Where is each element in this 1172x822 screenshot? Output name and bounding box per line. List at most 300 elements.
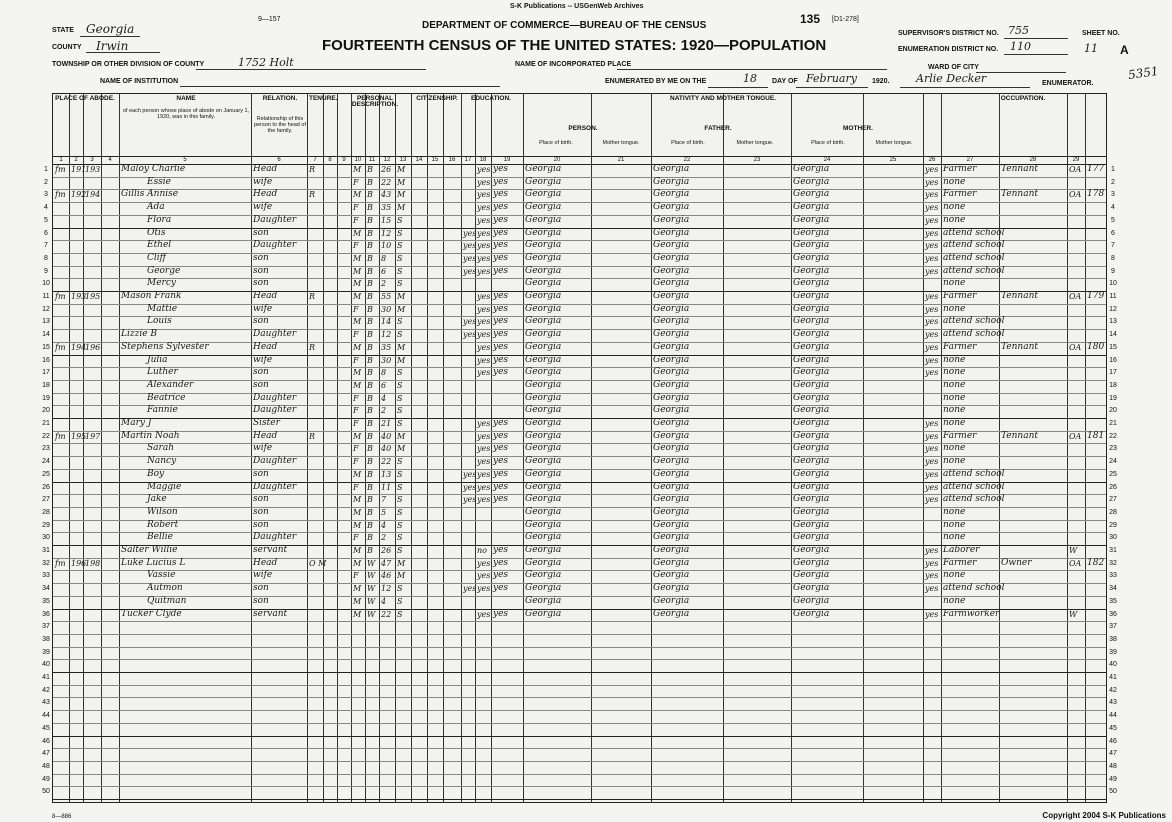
enumerator-value: Arlie Decker [916,72,987,85]
column-number: 21 [617,157,625,163]
cell-occupation: none [943,443,966,454]
cell-mbirth: Georgia [793,418,830,428]
enumerated-label: ENUMERATED BY ME ON THE [605,78,707,85]
cell-age: 8 [381,253,387,263]
cell-name: Julia [147,354,168,365]
column-number: 12 [383,157,391,163]
cell-mbirth: Georgia [793,303,830,314]
cell-age: 47 [381,558,392,568]
cell-write: yes [493,341,509,352]
column-number: 26 [928,157,936,163]
cell-read: yes [477,266,491,276]
row-number-right: 20 [1109,407,1117,415]
row-number-left: 36 [42,610,50,618]
cell-marital: S [397,609,403,619]
cell-fbirth: Georgia [653,252,690,263]
cell-street: fm [55,558,66,568]
mother-tongue-header: Mother tongue. [875,140,913,146]
sheet-label: SHEET NO. [1082,30,1120,37]
cell-age: 8 [381,368,387,378]
cell-english: yes [925,190,939,200]
cell-fbirth: Georgia [653,329,690,340]
cell-birth: Georgia [525,265,562,276]
column-number: 29 [1072,157,1080,163]
cell-occupation: attend school [943,265,1005,276]
row-number-left: 50 [42,788,50,796]
cell-color: B [367,368,373,378]
row-number-left: 45 [42,724,50,732]
cell-age: 5 [381,507,387,517]
cell-marital: M [397,431,406,441]
enum-district-underline [1004,54,1068,55]
cell-relation: servant [253,608,288,619]
education-header: EDUCATION. [471,95,511,102]
cell-tenure: R [309,431,316,441]
township-label: TOWNSHIP OR OTHER DIVISION OF COUNTY [52,61,205,68]
cell-write: yes [493,367,509,378]
cell-name: Flora [147,214,172,225]
cell-age: 35 [381,342,392,352]
cell-color: B [367,419,373,428]
cell-relation: wife [253,570,273,581]
cell-school: yes [463,266,477,276]
nativity-header: NATIVITY AND MOTHER TONGUE. [670,95,776,102]
cell-fbirth: Georgia [653,367,690,378]
column-divider [475,94,476,802]
row-number-right: 34 [1109,585,1117,593]
cell-occupation: none [943,595,966,606]
cell-age: 15 [381,215,392,225]
cell-age: 12 [381,330,392,340]
cell-fbirth: Georgia [653,519,690,530]
cell-sex: M [353,279,362,289]
cell-fbirth: Georgia [653,278,690,289]
cell-color: B [367,228,373,238]
cell-name: Ada [147,202,165,213]
row-number-left: 34 [42,585,50,593]
cell-farm: 177 [1087,164,1105,174]
column-number: 3 [90,157,94,163]
cell-read: yes [477,165,491,174]
cell-birth: Georgia [525,379,562,390]
tenure-header: TENURE. [309,95,338,102]
cell-name: Jake [147,494,167,505]
column-divider [427,94,428,802]
row-number-left: 31 [42,547,50,554]
cell-english: yes [925,253,939,263]
cell-school: yes [463,495,477,505]
row-number-left: 1 [44,166,48,173]
column-number: 11 [368,157,376,163]
cell-name: Essie [147,176,172,187]
cell-marital: S [397,469,403,479]
cell-write: yes [493,176,509,187]
cell-birth: Georgia [525,214,562,225]
cell-occupation: attend school [943,583,1005,594]
cell-english: yes [925,444,939,454]
cell-name: Martin Noah [121,430,180,441]
cell-name: Luke Lucius L [121,557,186,568]
row-number-left: 8 [44,254,48,262]
county-label: COUNTY [52,44,82,51]
cell-birth: Georgia [525,329,562,340]
row-divider [53,672,1106,673]
cell-read: yes [477,469,491,479]
cell-dwelling: 192 [71,190,87,200]
cell-read: yes [477,292,491,301]
cell-fbirth: Georgia [653,240,690,251]
cell-name: Louis [147,316,172,327]
cell-sex: M [353,596,362,606]
row-number-right: 35 [1109,597,1117,605]
cell-read: yes [477,571,491,581]
cell-sex: M [353,266,362,276]
cell-birth: Georgia [525,278,562,289]
cell-birth: Georgia [525,608,562,619]
cell-fbirth: Georgia [653,341,690,352]
cell-english: yes [925,457,939,467]
cell-name: George [147,265,181,276]
row-number-left: 23 [42,445,50,453]
column-number: 9 [342,157,346,163]
cell-relation: Daughter [253,329,297,340]
cell-birth: Georgia [525,316,562,327]
cell-mbirth: Georgia [793,557,830,568]
cell-sex: M [353,469,362,479]
column-divider [591,94,592,802]
row-number-right: 39 [1109,648,1117,656]
cell-english: yes [925,355,939,365]
cell-write: yes [493,557,509,568]
column-divider [337,94,338,802]
row-divider [53,736,1106,737]
cell-read: yes [477,419,491,428]
cell-birth: Georgia [525,164,562,174]
cell-birth: Georgia [525,519,562,530]
cell-mbirth: Georgia [793,570,830,581]
cell-marital: S [397,279,403,289]
cell-color: B [367,380,373,390]
row-divider [53,685,1106,686]
township-underline [196,69,426,70]
cell-name: Lizzie B [121,329,158,340]
ward-label: WARD OF CITY [928,64,979,71]
cell-color: B [367,457,373,467]
cell-farm: 179 [1087,291,1105,301]
cell-english: yes [925,228,939,238]
row-number-left: 49 [42,775,50,783]
row-number-right: 33 [1109,572,1117,580]
column-number: 15 [431,157,439,163]
column-number: 22 [683,157,691,163]
cell-english: yes [925,330,939,340]
row-number-left: 48 [42,762,50,770]
row-number-left: 44 [42,712,50,720]
cell-name: Maloy Charlie [121,164,186,174]
cell-mbirth: Georgia [793,189,830,200]
cell-mbirth: Georgia [793,595,830,606]
cell-age: 2 [381,279,387,289]
cell-occupation: none [943,202,966,213]
cell-street: fm [55,431,66,441]
cell-english: yes [925,266,939,276]
cell-mbirth: Georgia [793,608,830,619]
cell-english: yes [925,292,939,301]
cell-fbirth: Georgia [653,506,690,517]
column-divider [523,94,524,802]
row-number-right: 37 [1109,623,1117,631]
cell-industry: Owner [1001,557,1032,568]
cell-sex: F [353,203,359,213]
cell-relation: son [253,367,269,378]
cell-class: OA [1069,165,1082,174]
form-code: [D1-278] [832,16,859,23]
cell-farm: 182 [1087,557,1105,568]
cell-write: yes [493,354,509,365]
cell-birth: Georgia [525,583,562,594]
cell-occupation: none [943,354,966,365]
cell-sex: M [353,368,362,378]
cell-color: B [367,279,373,289]
row-number-right: 15 [1109,343,1117,351]
row-number-right: 7 [1111,242,1115,250]
cell-fbirth: Georgia [653,227,690,238]
cell-mbirth: Georgia [793,265,830,276]
state-label: STATE [52,27,74,34]
cell-marital: S [397,419,403,428]
row-number-left: 15 [42,343,50,351]
row-number-right: 40 [1109,661,1117,669]
cell-color: B [367,292,373,301]
cell-read: yes [477,241,491,251]
cell-dwelling: 194 [71,342,87,352]
cell-fbirth: Georgia [653,214,690,225]
cell-english: yes [925,203,939,213]
cell-color: W [367,584,376,594]
cell-color: B [367,203,373,213]
cell-mbirth: Georgia [793,214,830,225]
cell-farm: 178 [1087,189,1105,200]
month-value: February [806,72,857,85]
publisher-line: S-K Publications -- USGenWeb Archives [510,3,644,10]
cell-relation: Head [253,430,278,441]
cell-color: B [367,317,373,327]
cell-age: 55 [381,292,392,301]
cell-occupation: none [943,176,966,187]
cell-age: 7 [381,495,387,505]
row-number-right: 14 [1109,331,1117,339]
cell-street: fm [55,342,66,352]
cell-mbirth: Georgia [793,545,830,555]
row-number-right: 10 [1109,280,1117,288]
row-number-left: 25 [42,470,50,478]
column-divider [491,94,492,802]
cell-name: Wilson [147,506,178,517]
cell-birth: Georgia [525,468,562,479]
row-number-right: 45 [1109,724,1117,732]
cell-english: yes [925,215,939,225]
cell-industry: Tennant [1001,341,1039,352]
cell-birth: Georgia [525,418,562,428]
cell-birth: Georgia [525,405,562,416]
cell-mbirth: Georgia [793,354,830,365]
cell-color: B [367,469,373,479]
cell-occupation: Farmer [943,164,977,174]
cell-family: 197 [85,431,101,441]
state-underline [80,36,140,37]
cell-birth: Georgia [525,252,562,263]
cell-relation: wife [253,443,273,454]
cell-write: yes [493,583,509,594]
cell-dwelling: 191 [71,165,87,174]
column-divider [307,94,308,802]
row-divider [53,647,1106,648]
column-divider [923,94,924,802]
cell-sex: F [353,330,359,340]
row-number-right: 30 [1109,534,1117,542]
cell-fbirth: Georgia [653,545,690,555]
cell-marital: M [397,558,406,568]
row-number-right: 48 [1109,762,1117,770]
cell-english: yes [925,165,939,174]
row-divider [53,723,1106,724]
row-number-left: 16 [42,356,50,364]
cell-relation: son [253,379,269,390]
column-divider [723,94,724,802]
father-header: FATHER. [704,125,732,132]
cell-age: 11 [381,482,392,492]
cell-relation: Head [253,341,278,352]
cell-english: yes [925,419,939,428]
cell-name: Cliff [147,252,167,263]
cell-mbirth: Georgia [793,329,830,340]
cell-fbirth: Georgia [653,164,690,174]
personal-header: PERSONAL DESCRIPTION. [351,95,399,108]
row-number-right: 50 [1109,788,1117,796]
cell-relation: son [253,468,269,479]
cell-marital: S [397,368,403,378]
cell-birth: Georgia [525,189,562,200]
cell-read: yes [477,457,491,467]
cell-marital: M [397,342,406,352]
cell-occupation: Farmer [943,430,977,441]
cell-write: yes [493,189,509,200]
cell-mbirth: Georgia [793,583,830,594]
cell-english: yes [925,342,939,352]
cell-fbirth: Georgia [653,418,690,428]
row-number-left: 14 [42,331,50,339]
enum-district-value: 110 [1010,40,1031,53]
column-number: 4 [108,157,112,163]
cell-write: yes [493,494,509,505]
cell-write: yes [493,240,509,251]
cell-class: W [1069,609,1078,619]
cell-name: Beatrice [147,392,186,403]
cell-street: fm [55,190,66,200]
cell-read: yes [477,495,491,505]
cell-sex: M [353,558,362,568]
cell-sex: F [353,304,359,314]
cell-color: B [367,253,373,263]
cell-mbirth: Georgia [793,506,830,517]
cell-name: Fannie [147,405,178,416]
cell-relation: son [253,316,269,327]
cell-color: B [367,330,373,340]
cell-english: yes [925,609,939,619]
cell-color: B [367,406,373,416]
row-divider [53,634,1106,635]
cell-age: 4 [381,393,387,403]
cell-marital: S [397,215,403,225]
cell-sex: M [353,253,362,263]
cell-relation: son [253,265,269,276]
cell-birth: Georgia [525,557,562,568]
cell-marital: S [397,228,403,238]
cell-birth: Georgia [525,443,562,454]
cell-industry: Tennant [1001,430,1039,441]
cell-age: 4 [381,520,387,530]
supervisor-value: 755 [1008,24,1029,37]
citizenship-header: CITIZENSHIP. [416,95,458,102]
cell-class: OA [1069,190,1082,200]
cell-color: W [367,558,376,568]
row-number-right: 31 [1109,547,1117,554]
cell-marital: S [397,330,403,340]
cell-occupation: none [943,405,966,416]
cell-relation: wife [253,303,273,314]
cell-mbirth: Georgia [793,202,830,213]
row-number-right: 29 [1109,521,1117,529]
father-tongue-header: Mother tongue. [736,140,774,146]
row-number-right: 16 [1109,356,1117,364]
cell-marital: S [397,380,403,390]
cell-read: yes [477,203,491,213]
cell-marital: S [397,317,403,327]
cell-fbirth: Georgia [653,430,690,441]
cell-relation: son [253,519,269,530]
abode-header: PLACE OF ABODE. [55,95,115,102]
mother-header: MOTHER. [843,125,873,132]
cell-occupation: none [943,278,966,289]
cell-fbirth: Georgia [653,379,690,390]
row-number-left: 42 [42,686,50,694]
institution-label: NAME OF INSTITUTION [100,78,179,85]
cell-mbirth: Georgia [793,316,830,327]
cell-relation: son [253,252,269,263]
cell-name: Tucker Clyde [121,608,182,619]
row-number-left: 7 [44,242,48,250]
cell-occupation: attend school [943,240,1005,251]
cell-name: Alexander [147,379,194,390]
supervisor-label: SUPERVISOR'S DISTRICT NO. [898,30,999,37]
cell-marital: M [397,203,406,213]
cell-relation: Head [253,164,278,174]
cell-relation: Daughter [253,405,297,416]
cell-name: Robert [147,519,179,530]
cell-occupation: attend school [943,227,1005,238]
cell-english: yes [925,546,939,555]
cell-street: fm [55,165,66,174]
column-number: 24 [823,157,831,163]
cell-fbirth: Georgia [653,405,690,416]
cell-occupation: none [943,506,966,517]
cell-school: yes [463,253,477,263]
cell-english: yes [925,368,939,378]
cell-school: yes [463,482,477,492]
cell-fbirth: Georgia [653,532,690,543]
cell-color: B [367,190,373,200]
row-number-left: 11 [42,293,50,300]
